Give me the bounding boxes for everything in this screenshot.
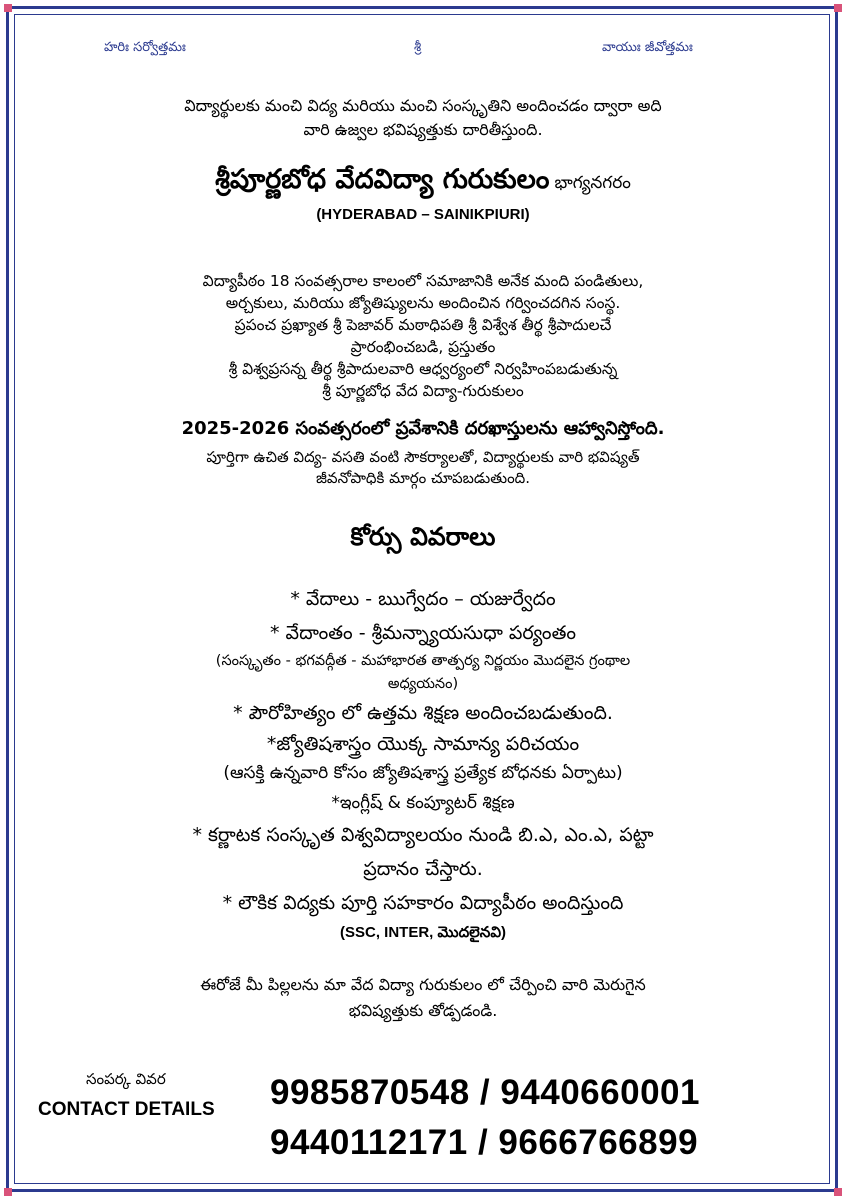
phone-numbers-line: 9440112171 / 9666766899 [270,1123,699,1162]
intro-line: విద్యార్థులకు మంచి విద్య మరియు మంచి సంస్కృతిని అందించడం ద్వారా అది [184,96,662,115]
institution-location: (HYDERABAD – SAINIKPIURI) [316,206,530,223]
about-line: విద్యాపీఠం 18 సంవత్సరాల కాలంలో సమాజానికి అనేక మంది పండితులు, [202,272,644,290]
intro-line: వారి ఉజ్వల భవిష్యత్తుకు దారితీస్తుంది. [303,120,543,139]
institution-place: భాగ్యనగరం [554,173,631,193]
course-note: (సంస్కృతం - భగవద్గీత - మహాభారత తాత్పర్య నిర్ణయం మొదలైన గ్రంథాల [215,653,631,669]
facility-line: పూర్తిగా ఉచిత విద్య- వసతి వంటి సౌకర్యాలతో, విద్యార్థులకు వారి భవిష్యత్ [206,448,640,466]
course-details-heading: కోర్సు వివరాలు [350,522,496,551]
header-invocation-row [100,40,750,60]
phone-numbers [270,1068,790,1168]
course-note: అధ్యయనం) [387,676,459,692]
course-item-vedanta: * వేదాంతం - శ్రీమన్న్యాయసుధా పర్యంతం [270,622,576,644]
about-line: శ్రీ విశ్వప్రసన్న తీర్థ శ్రీపాదులవారి ఆధ్వర్యంలో నిర్వహింపబడుతున్న [228,360,618,378]
course-note: (SSC, INTER, మొదలైనవి) [340,924,506,941]
course-item-jyotisha: *జ్యోతిషశాస్త్రం యొక్క సామాన్య పరిచయం [266,733,580,755]
corner-ornament [834,1188,842,1196]
facility-line: జీవనోపాధికి మార్గం చూపబడుతుంది. [315,469,531,487]
course-note: (ఆసక్తి ఉన్నవారి కోసం జ్యోతిషశాస్త్ర ప్రత్యేక బోధనకు ఏర్పాటు) [223,763,623,783]
corner-ornament [834,4,842,12]
about-paragraph [30,270,816,402]
contact-label-telugu: సంపర్క వివర [86,1070,166,1088]
facility-paragraph [30,447,816,489]
course-item-vedas: * వేదాలు - ఋగ్వేదం – యజుర్వేదం [290,588,556,610]
institution-name: శ్రీపూర్ణబోధ వేదవిద్యా గురుకులం [215,164,550,195]
about-line: ప్రపంచ ప్రఖ్యాత శ్రీ పెజావర్ మఠాధిపతి శ్రీ విశ్వేశ తీర్థ శ్రీపాదులచే [234,316,612,334]
header-left-invocation: హరిః సర్వోత్తమః [104,40,186,55]
corner-ornament [4,4,12,12]
header-center-invocation: శ్రీ [414,40,422,55]
course-item-degree-cont: ప్రదానం చేస్తారు. [363,858,483,880]
intro-paragraph [30,94,816,142]
course-item-paurohityam: * పౌరోహిత్యం లో ఉత్తమ శిక్షణ అందించబడుతుంది. [233,702,613,724]
contact-label-english: CONTACT DETAILS [38,1099,215,1120]
closing-line: భవిష్యత్తుకు తోడ్పడండి. [348,1001,498,1020]
course-list [30,582,816,946]
about-line: శ్రీ పూర్ణబోధ వేద విద్యా-గురుకులం [322,382,524,400]
admission-announcement: 2025-2026 సంవత్సరంలో ప్రవేశానికి దరఖాస్తులను ఆహ్వానిస్తోంది. [181,418,665,439]
course-item-secular-education: * లౌకిక విద్యకు పూర్తి సహకారం విద్యాపీఠం అందిస్తుంది [222,892,624,914]
closing-line: ఈరోజే మీ పిల్లలను మా వేద విద్యా గురుకులం లో చేర్పించి వారి మెరుగైన [200,975,646,994]
closing-paragraph [30,972,816,1024]
about-line: ప్రారంభించబడి, ప్రస్తుతం [350,338,496,356]
corner-ornament [4,1188,12,1196]
about-line: అర్చకులు, మరియు జ్యోతిష్యులను అందించిన గర్వించదగిన సంస్థ. [225,294,621,312]
institution-title [30,164,816,202]
header-right-invocation: వాయుః జీవోత్తమః [602,40,693,55]
course-item-english-computer: *ఇంగ్లీష్ & కంప్యూటర్ శిక్షణ [331,793,515,813]
course-item-degree: * కర్ణాటక సంస్కృత విశ్వవిద్యాలయం నుండి బి.ఎ, ఎం.ఎ, పట్టా [192,824,654,846]
phone-numbers-line: 9985870548 / 9440660001 [270,1073,700,1112]
